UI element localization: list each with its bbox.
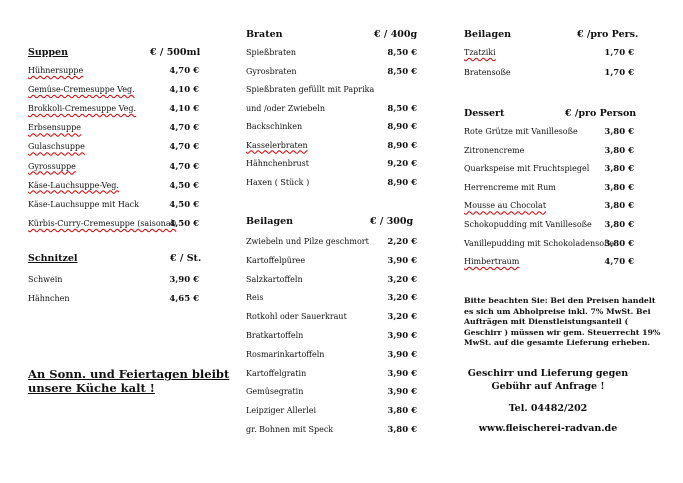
schnitzel-unit: € / St. — [170, 253, 202, 264]
roasts-item-name: Kasselerbraten — [246, 140, 308, 150]
dessert-item-name: Himbertraum — [464, 257, 520, 267]
soups-item-price: 4,70 € — [169, 66, 199, 76]
dessert-item-name: Vanillepudding mit Schokoladensoße — [464, 238, 615, 248]
dessert-unit: € /pro Person — [565, 108, 637, 119]
dessert-item-name: Herrencreme mit Rum — [464, 182, 556, 192]
contact-line-2: Gebühr auf Anfrage ! — [491, 381, 605, 392]
sides-item-price: 3,90 € — [387, 331, 417, 341]
schnitzel-item-price: 3,90 € — [169, 275, 199, 285]
soups-item-name: Käse-Lauchsuppe mit Hack — [28, 199, 139, 209]
dessert-item-price: 3,80 € — [604, 145, 634, 156]
dessert-item-price: 3,80 € — [604, 238, 634, 249]
dessert-item-price: 3,80 € — [604, 220, 634, 230]
sides-item-name: Gemüsegratin — [246, 387, 304, 397]
soups-item-price: 4,70 € — [169, 123, 199, 134]
sides-item-price: 3,20 € — [387, 293, 417, 304]
roasts-item-name: Backschinken — [246, 122, 303, 131]
schnitzel-item-name: Hähnchen — [28, 294, 70, 304]
dessert-item-price: 4,70 € — [604, 257, 634, 268]
dessert-item-name: Rote Grütze mit Vanillesoße — [464, 127, 578, 136]
roasts-item-price: 8,50 € — [387, 103, 417, 114]
sides-item-name: Rosmarinkartoffeln — [246, 349, 325, 359]
roasts-item-name: Gyrosbraten — [246, 66, 297, 76]
sides-item-price: 3,90 € — [387, 255, 417, 266]
sides-item-name: Kartoffelpüree — [246, 255, 306, 265]
contact-website: www.fleischerei-radvan.de — [478, 423, 618, 434]
soups-item-name: Brokkoli-Cremesuppe Veg. — [28, 104, 137, 114]
sides-item-price: 3,90 € — [387, 387, 417, 398]
sides-item-price: 3,80 € — [387, 406, 417, 417]
soups-item-price: 4,50 € — [169, 180, 199, 191]
roasts-item-price: 8,50 € — [387, 66, 417, 77]
contact-phone: Tel. 04482/202 — [508, 403, 588, 414]
roasts-item-price: 8,90 € — [387, 122, 417, 132]
roasts-item-price: 8,90 € — [387, 140, 417, 151]
contact-line-1: Geschirr und Lieferung gegen — [467, 368, 629, 379]
soups-item-name: Gemüse-Cremesuppe Veg. — [28, 85, 135, 95]
roasts-item-name: und /oder Zwiebeln — [246, 103, 325, 113]
sides-item-name: Rotkohl oder Sauerkraut — [246, 312, 347, 322]
soups-item-price: 4,10 € — [169, 85, 199, 96]
roasts-item-name: Haxen ( Stück ) — [246, 177, 310, 187]
roasts-item-price: 8,90 € — [387, 177, 417, 188]
sides-item-name: gr. Bohnen mit Speck — [246, 425, 334, 434]
soups-item-name: Hühnersuppe — [28, 66, 84, 75]
sides-item-name: Bratkartoffeln — [246, 331, 304, 340]
dessert-item-price: 3,80 € — [604, 201, 634, 212]
sides-item-price: 3,90 € — [387, 349, 417, 360]
slogan-line-1: An Sonn. und Feiertagen bleibt — [28, 367, 230, 381]
sides-unit: € / 300g — [370, 216, 414, 227]
dessert-item-price: 3,80 € — [604, 182, 634, 193]
dessert-item-price: 3,80 € — [604, 127, 634, 137]
sides-item-name: Zwiebeln und Pilze geschmort — [246, 237, 369, 246]
schnitzel-item-price: 4,65 € — [169, 294, 199, 305]
sides-item-price: 3,90 € — [387, 368, 417, 379]
roasts-title: Braten — [246, 29, 283, 40]
soups-item-price: 4,10 € — [169, 104, 199, 115]
soups-item-price: 4,50 € — [169, 218, 199, 229]
sides-item-name: Leipziger Allerlei — [246, 406, 317, 416]
extras-title: Beilagen — [464, 29, 512, 40]
soups-item-price: 4,70 € — [169, 161, 199, 172]
roasts-item-price: 9,20 € — [387, 159, 417, 169]
roasts-unit: € / 400g — [374, 29, 418, 40]
sides-title: Beilagen — [246, 216, 294, 227]
sides-item-name: Kartoffelgratin — [246, 368, 307, 378]
price-note: Bitte beachten Sie: Bei den Preisen handelt es sich um Abholpreise inkl. 7% MwSt. Bei Aufträgen mit Dienstleistungsanteil ( Geschirr ) müssen wir gem. Steuerrecht 19% MwSt. auf die gesamte Lieferung erheben. — [464, 296, 661, 347]
sides-item-price: 3,80 € — [387, 425, 417, 435]
dessert-title: Dessert — [464, 108, 505, 119]
slogan-line-2: unsere Küche kalt ! — [28, 381, 155, 395]
soups-item-name: Käse-Lauchsuppe-Veg. — [28, 180, 119, 190]
sides-item-price: 3,20 € — [387, 274, 417, 285]
soups-item-price: 4,50 € — [169, 199, 199, 210]
extras-item-name: Bratensoße — [464, 67, 511, 77]
roasts-item-name: Spießbraten gefüllt mit Paprika — [246, 85, 375, 94]
extras-item-price: 1,70 € — [604, 48, 634, 58]
extras-item-price: 1,70 € — [604, 67, 634, 78]
dessert-item-name: Schokopudding mit Vanillesoße — [464, 220, 592, 229]
dessert-item-name: Quarkspeise mit Fruchtspiegel — [464, 164, 590, 174]
roasts-item-price: 8,50 € — [387, 48, 417, 58]
dessert-item-price: 3,80 € — [604, 164, 634, 175]
extras-unit: € /pro Pers. — [577, 29, 639, 40]
roasts-item-name: Spießbraten — [246, 48, 297, 57]
soups-item-name: Gulaschsuppe — [28, 142, 85, 152]
soups-item-name: Gyrossuppe — [28, 161, 76, 171]
schnitzel-title: Schnitzel — [28, 253, 78, 264]
sides-item-name: Salzkartoffeln — [246, 274, 303, 284]
dessert-item-name: Zitronencreme — [464, 145, 525, 155]
roasts-item-name: Hähnchenbrust — [246, 159, 309, 168]
soups-item-price: 4,70 € — [169, 142, 199, 153]
sides-item-name: Reis — [246, 293, 264, 303]
schnitzel-item-name: Schwein — [28, 275, 63, 284]
soups-unit: € / 500ml — [150, 47, 201, 58]
sides-item-price: 2,20 € — [387, 237, 417, 247]
sides-item-price: 3,20 € — [387, 312, 417, 323]
soups-item-name: Kürbis-Curry-Cremesuppe (saisonal) — [28, 218, 177, 228]
soups-item-name: Erbsensuppe — [28, 123, 82, 133]
extras-item-name: Tzatziki — [464, 48, 496, 57]
dessert-item-name: Mousse au Chocolat — [464, 201, 547, 211]
soups-title: Suppen — [28, 47, 69, 58]
